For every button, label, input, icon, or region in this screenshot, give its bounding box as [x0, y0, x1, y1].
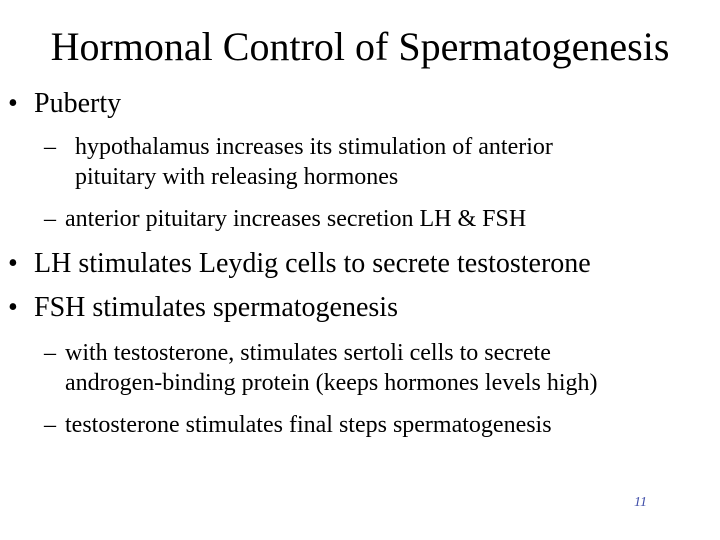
bullet-puberty: [8, 88, 121, 120]
subitem-hypothalamus: [44, 132, 553, 192]
bullet-text: FSH stimulates spermatogenesis: [34, 292, 398, 323]
dash-icon: –: [44, 412, 56, 438]
bullet-dot-icon: •: [8, 292, 18, 323]
subitem-text: testosterone stimulates final steps spermatogenesis: [65, 412, 552, 438]
bullet-fsh: [8, 292, 398, 324]
bullet-dot-icon: •: [8, 248, 18, 279]
subitem-text: anterior pituitary increases secretion LH & FSH: [65, 206, 527, 232]
dash-icon: –: [44, 134, 56, 160]
subitem-text: with testosterone, stimulates sertoli cells to secrete androgen-binding protein (keeps hormones levels high): [65, 340, 598, 396]
bullet-dot-icon: •: [8, 88, 18, 119]
dash-icon: –: [44, 206, 56, 232]
subitem-text: hypothalamus increases its stimulation of anterior pituitary with releasing hormones: [75, 134, 553, 190]
dash-icon: –: [44, 340, 56, 366]
subitem-with-testosterone: [44, 338, 598, 398]
subitem-final-steps: [44, 410, 552, 440]
subitem-anterior-pituitary: [44, 204, 526, 234]
bullet-text: Puberty: [34, 88, 122, 119]
bullet-lh: [8, 248, 591, 280]
bullet-text: LH stimulates Leydig cells to secrete testosterone: [34, 248, 591, 279]
slide-title: Hormonal Control of Spermatogenesis: [50, 24, 670, 69]
page-number: 11: [634, 495, 647, 510]
